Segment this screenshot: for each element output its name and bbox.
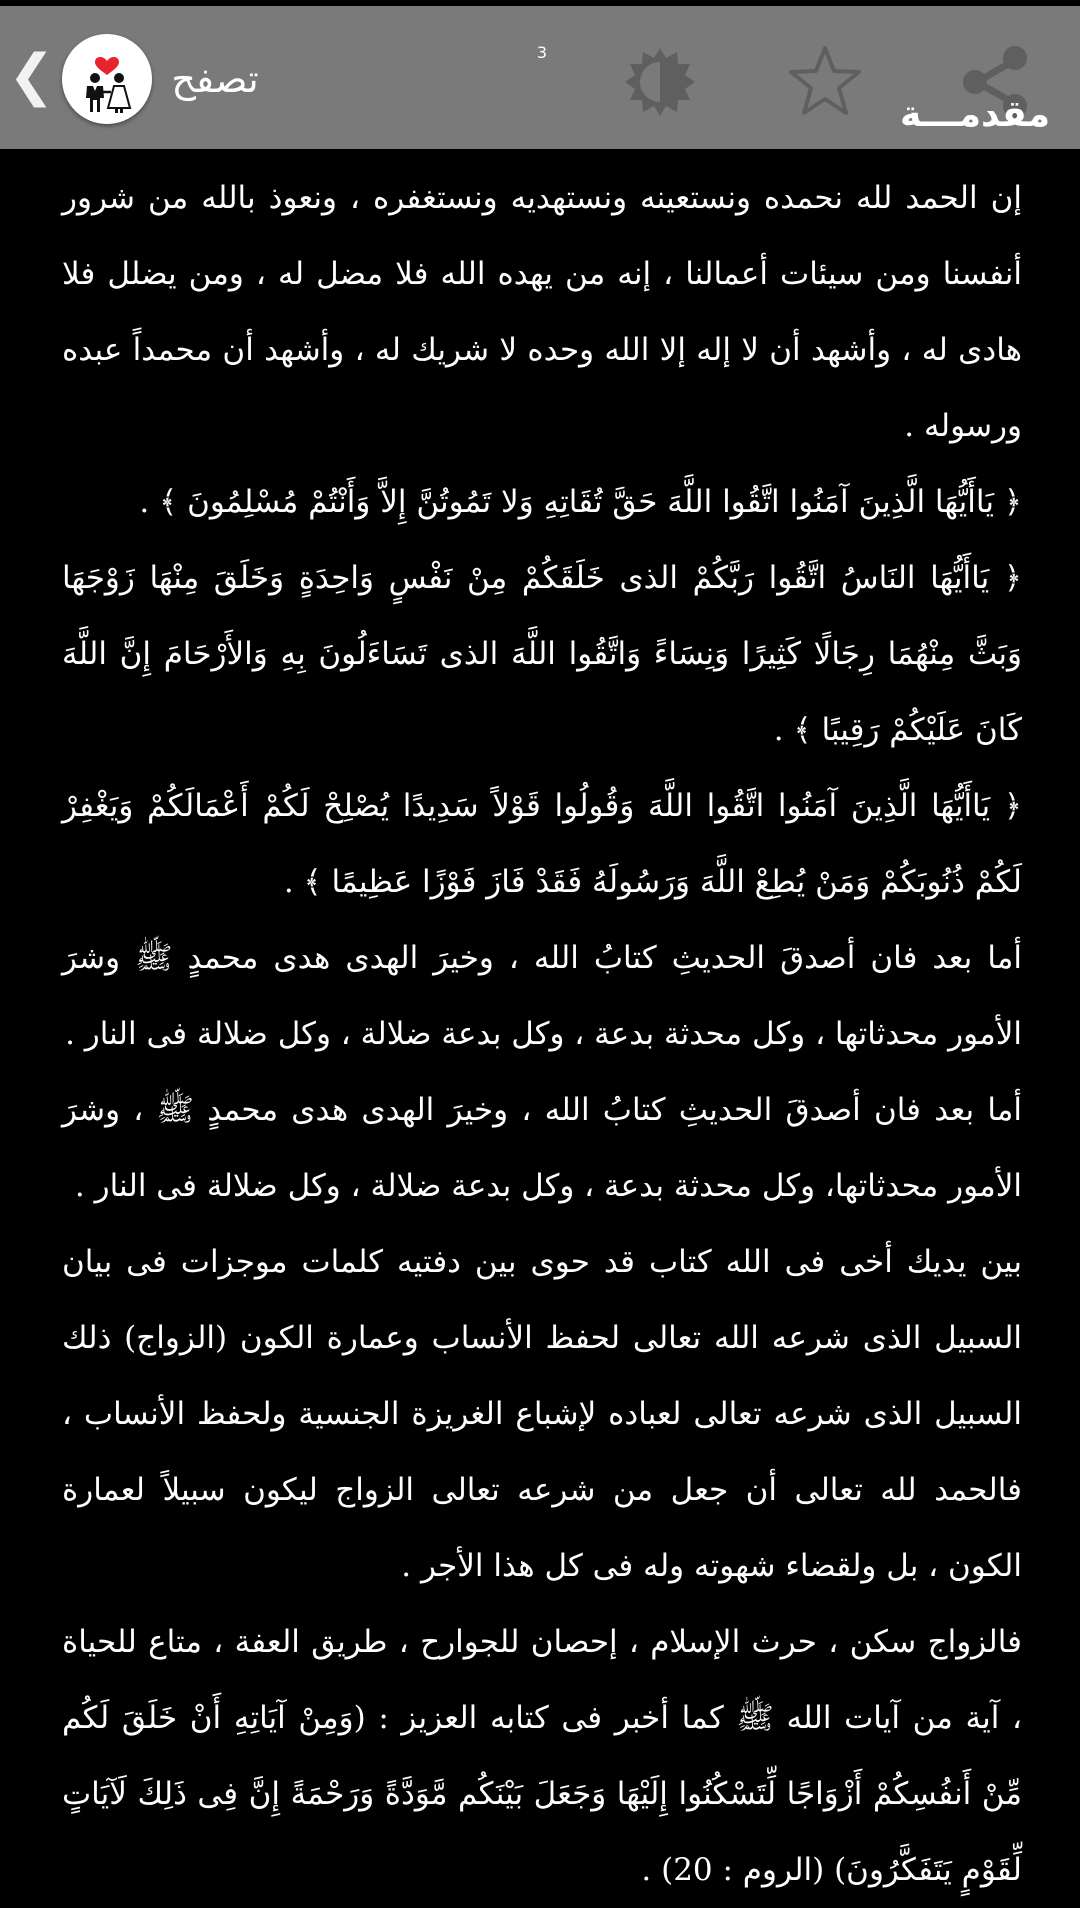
toolbar xyxy=(0,6,1080,149)
paragraph-intro: إن الحمد لله نحمده ونستعينه ونستهديه ونستغفره ، ونعوذ بالله من شرور أنفسنا ومن سيئات أعمالنا ، إنه من يهده الله فلا مضل له ، ومن يضلل فلا هادى له ، وأشهد أن لا إله إلا الله وحده لا شريك له ، وأشهد أن محمداً عبده ورسوله . xyxy=(62,180,1022,444)
paragraph-marriage: فالزواج سكن ، حرث الإسلام ، إحصان للجوارح ، طريق العفة ، متاع للحياة ، آية من آيات الله ﷺ كما أخبر فى كتابه العزيز : (وَمِنْ آيَاتِهِ أَنْ خَلَقَ لَكُم مِّنْ أَنفُسِكُمْ أَزْوَاجًا لِّتَسْكُنُوا إِلَيْهَا وَجَعَلَ بَيْنَكُم مَّوَدَّةً وَرَحْمَةً إِنَّ فِى ذَلِكَ لَآيَاتٍ لِّقَوْمٍ يَتَفَكَّرُونَ) (الروم : 20) . xyxy=(62,1624,1022,1888)
page-number: 3 xyxy=(536,43,548,62)
paragraph-book-intro: بين يديك أخى فى الله كتاب قد حوى بين دفتيه كلمات موجزات فى بيان السبيل الذى شرعه الله تعالى لحفظ الأنساب وعمارة الكون (الزواج) ذلك السبيل الذى شرعه تعالى لعباده لإشباع الغريزة الجنسية ولحفظ الأنساب ، فالحمد لله تعالى أن جعل من شرعه تعالى الزواج ليكون سبيلاً لعمارة الكون ، بل ولقضاء شهوته وله فى كل هذا الأجر . xyxy=(62,1244,1022,1584)
bride-groom-logo-icon[interactable] xyxy=(62,34,152,124)
paragraph-verse-1: ﴿ يَاأَيُّهَا الَّذِينَ آمَنُوا اتَّقُوا اللَّهَ حَقَّ تُقَاتِهِ وَلا تَمُوتُنَّ إِلاَّ وَأَنْتُمْ مُسْلِمُونَ ﴾ . xyxy=(139,484,1022,520)
paragraph-amma-baad-1: أما بعد فان أصدقَ الحديثِ كتابُ الله ، وخيرَ الهدى هدى محمدٍ ﷺ وشرَ الأمور محدثاتها ، وكل محدثة بدعة ، وكل بدعة ضلالة ، وكل ضلالة فى النار . xyxy=(62,940,1022,1052)
section-title: مقدمـــة xyxy=(899,94,1050,135)
paragraph-verse-3: ﴿ يَاأَيُّهَا الَّذِينَ آمَنُوا اتَّقُوا اللَّهَ وَقُولُوا قَوْلاً سَدِيدًا يُصْلِحْ لَكُمْ أَعْمَالَكُمْ وَيَغْفِرْ لَكُمْ ذُنُوبَكُمْ وَمَنْ يُطِعْ اللَّهَ وَرَسُولَهُ فَقَدْ فَازَ فَوْزًا عَظِيمًا ﴾ . xyxy=(62,788,1022,900)
paragraph-amma-baad-2: أما بعد فان أصدقَ الحديثِ كتابُ الله ، وخيرَ الهدى هدى محمدٍ ﷺ ، وشرَ الأمور محدثاتها، وكل محدثة بدعة ، وكل بدعة ضلالة ، وكل ضلالة فى النار . xyxy=(62,1092,1022,1204)
star-outline-icon[interactable] xyxy=(785,42,865,122)
content-body xyxy=(62,160,1022,1908)
browse-label[interactable]: تصفح xyxy=(171,57,259,101)
chevron-left-icon[interactable]: ❮ xyxy=(8,43,55,108)
brightness-icon[interactable] xyxy=(620,42,700,122)
paragraph-verse-2: ﴿ يَاأَيُّهَا النَاسُ اتَّقُوا رَبَّكُمْ الذى خَلَقَكُمْ مِنْ نَفْسٍ وَاحِدَةٍ وَخَلَقَ مِنْهَا زَوْجَهَا وَبَثَّ مِنْهُمَا رِجَالًا كَثِيرًا وَنِسَاءً وَاتَّقُوا اللَّهَ الذى تَسَاءَلُونَ بِهِ وَالأَرْحَامَ إِنَّ اللَّهَ كَانَ عَلَيْكُمْ رَقِيبًا ﴾ . xyxy=(62,560,1022,748)
